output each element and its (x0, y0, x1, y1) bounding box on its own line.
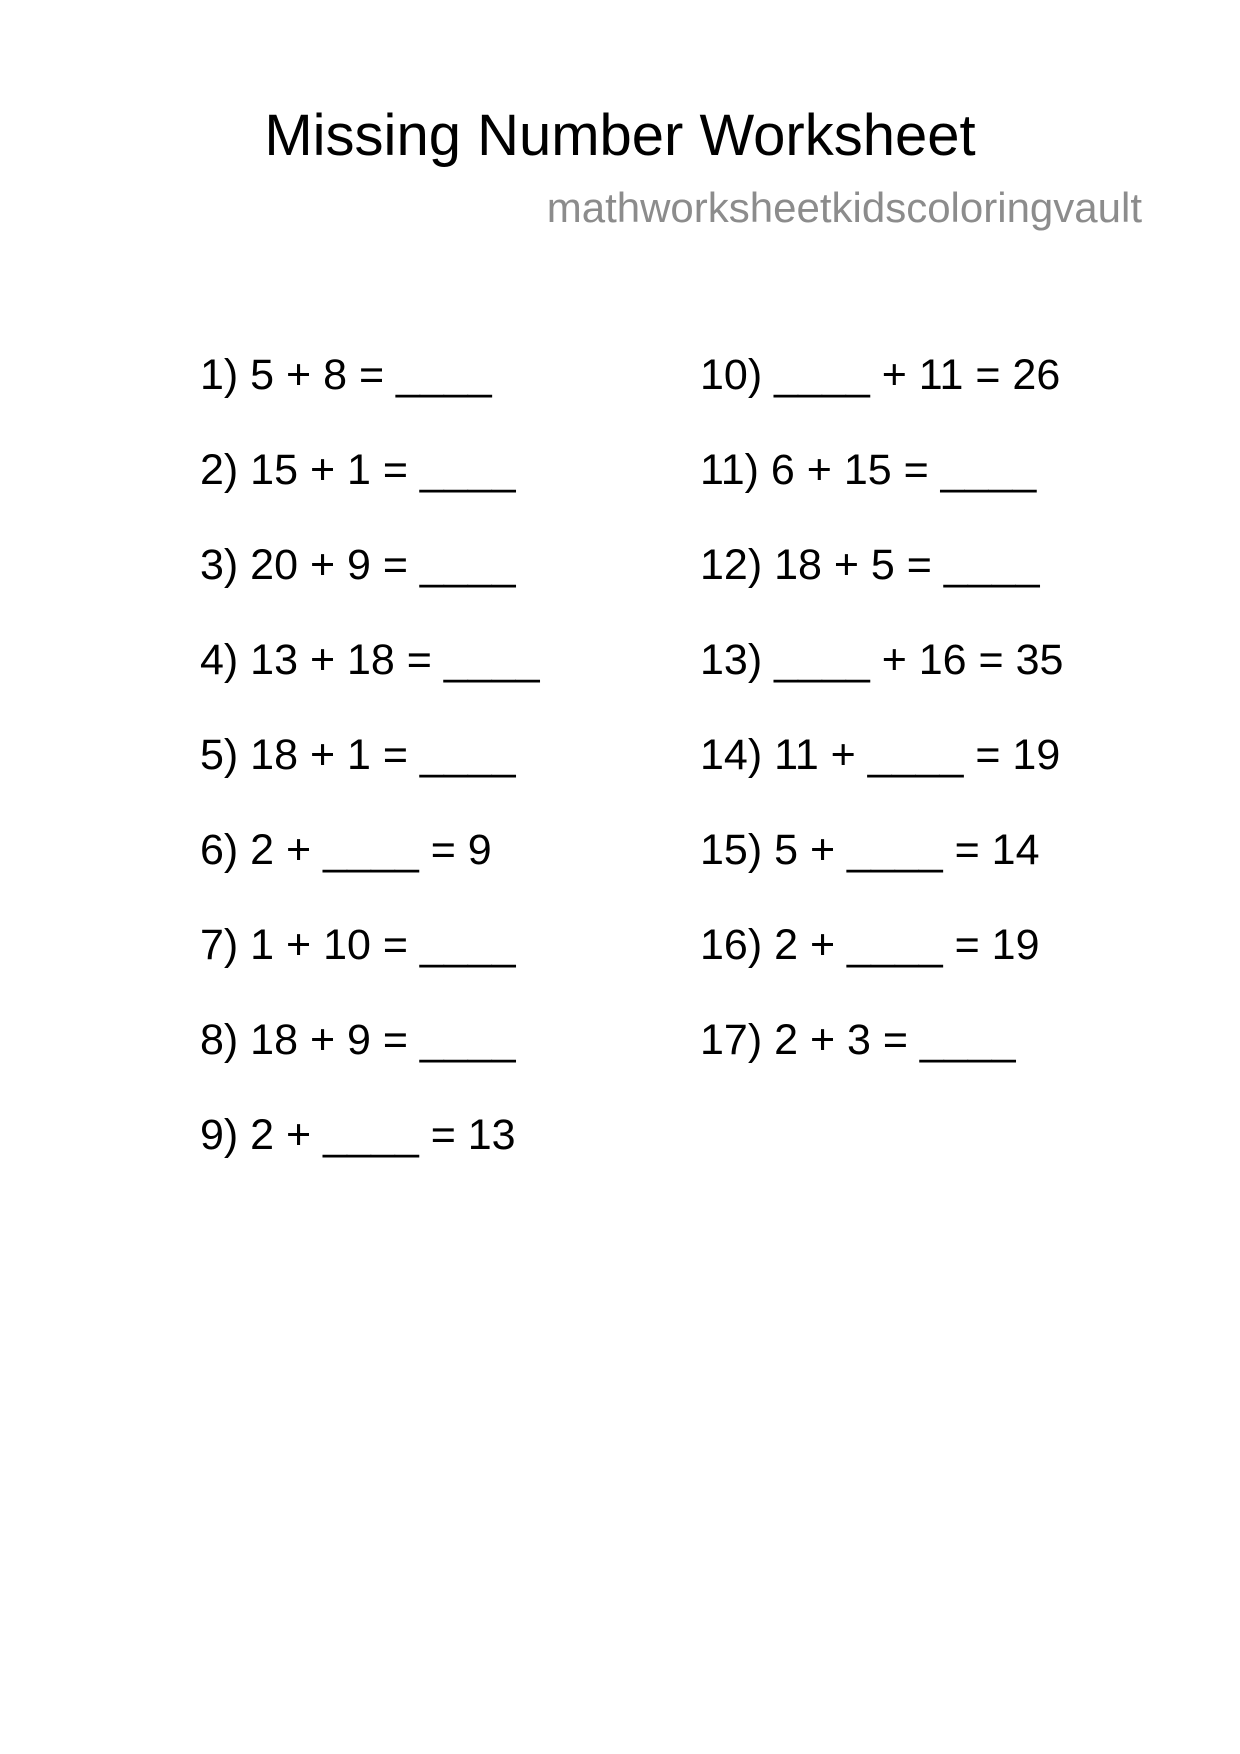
problem-16: 16) 2 + ____ = 19 (700, 921, 1040, 969)
problem-14: 14) 11 + ____ = 19 (700, 731, 1061, 779)
problem-7: 7) 1 + 10 = ____ (200, 921, 516, 969)
problem-8: 8) 18 + 9 = ____ (200, 1016, 516, 1064)
problem-2: 2) 15 + 1 = ____ (200, 446, 516, 494)
problem-5: 5) 18 + 1 = ____ (200, 731, 516, 779)
problem-17: 17) 2 + 3 = ____ (700, 1016, 1016, 1064)
problem-4: 4) 13 + 18 = ____ (200, 636, 540, 684)
problem-15: 15) 5 + ____ = 14 (700, 826, 1040, 874)
problem-6: 6) 2 + ____ = 9 (200, 826, 492, 874)
problem-13: 13) ____ + 16 = 35 (700, 636, 1064, 684)
problem-9: 9) 2 + ____ = 13 (200, 1111, 516, 1159)
problem-12: 12) 18 + 5 = ____ (700, 541, 1040, 589)
problem-3: 3) 20 + 9 = ____ (200, 541, 516, 589)
problem-1: 1) 5 + 8 = ____ (200, 351, 492, 399)
problem-11: 11) 6 + 15 = ____ (700, 446, 1037, 494)
problem-10: 10) ____ + 11 = 26 (700, 351, 1061, 399)
page-title: Missing Number Worksheet (264, 103, 976, 168)
watermark: mathworksheetkidscoloringvault (546, 184, 1142, 231)
